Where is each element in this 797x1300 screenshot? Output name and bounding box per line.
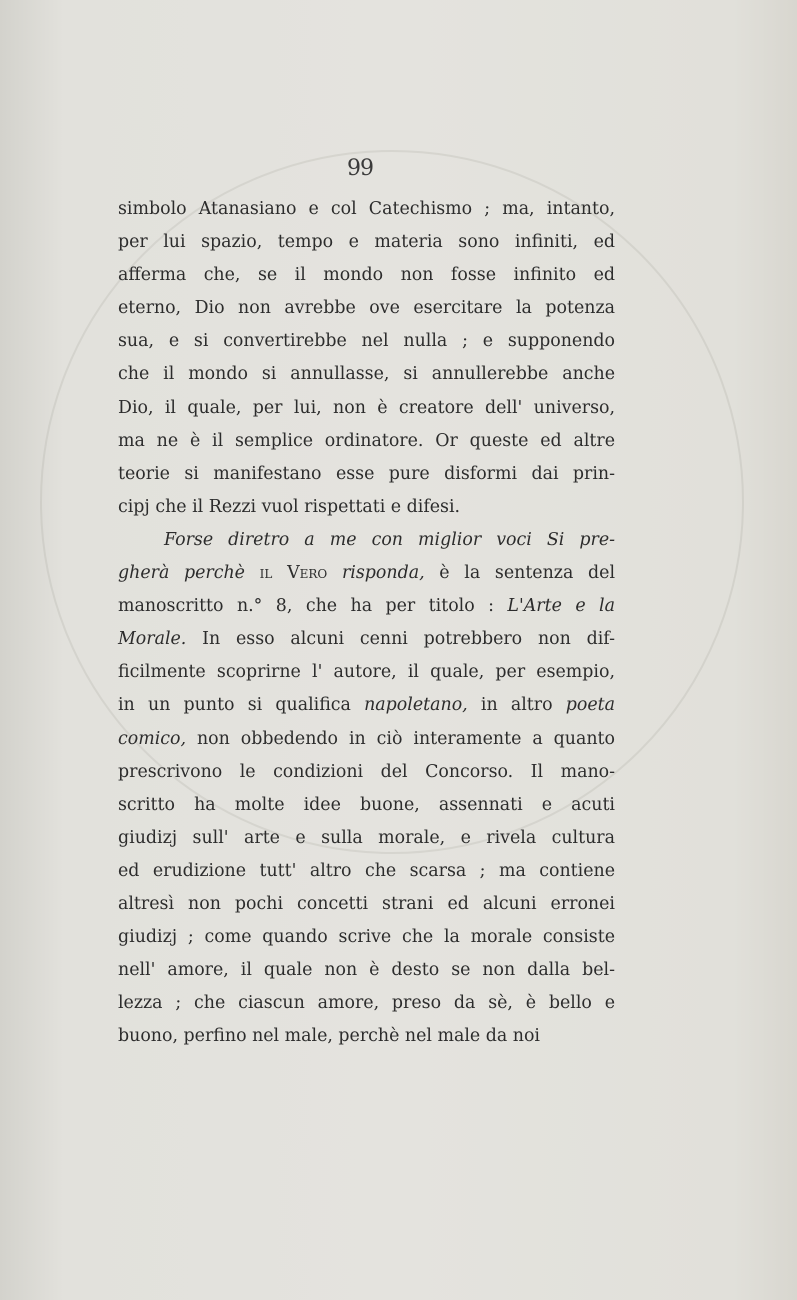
text-line bbox=[118, 524, 615, 557]
text-line: afferma che, se il mondo non fosse infinito ed bbox=[118, 265, 615, 286]
text-line: altresì non pochi concetti strani ed alcuni erronei bbox=[118, 893, 615, 914]
text-line bbox=[118, 689, 615, 722]
body-text bbox=[118, 193, 615, 1053]
text-segment: in altro bbox=[467, 695, 566, 716]
text-line: lezza ; che ciascun amore, preso da sè, è bello e bbox=[118, 993, 615, 1014]
text-segment: non obbedendo in ciò interamente a quanto bbox=[186, 728, 615, 749]
text-line: ma ne è il semplice ordinatore. Or queste ed altre bbox=[118, 430, 615, 451]
text-segment: è la sentenza del bbox=[424, 563, 616, 584]
text-line: simbolo Atanasiano e col Catechismo ; ma, intanto, bbox=[118, 199, 615, 219]
text-line: giudizj ; come quando scrive che la morale consiste bbox=[118, 927, 615, 948]
text-line: per lui spazio, tempo e materia sono infiniti, ed bbox=[118, 232, 615, 253]
text-line: sua, e si convertirebbe nel nulla ; e supponendo bbox=[118, 331, 615, 352]
text-line: nell' amore, il quale non è desto se non dalla bel- bbox=[118, 960, 615, 981]
italic-text: L'Arte e la bbox=[507, 596, 615, 617]
italic-text: Forse diretro a me con miglior voci Si pre- bbox=[164, 529, 615, 550]
text-segment: manoscritto n.° 8, che ha per titolo : bbox=[118, 596, 508, 617]
text-line bbox=[118, 557, 615, 590]
text-segment bbox=[245, 563, 260, 583]
text-line: giudizj sull' arte e sulla morale, e rivela cultura bbox=[118, 827, 615, 848]
italic-text: risponda, bbox=[341, 563, 425, 584]
small-caps-text: il Vero bbox=[259, 563, 328, 584]
italic-text: gherà perchè bbox=[118, 563, 245, 584]
page-number: 99 bbox=[347, 156, 373, 181]
italic-text: poeta bbox=[565, 695, 615, 716]
italic-text: napoletano, bbox=[364, 695, 468, 716]
text-segment: In esso alcuni cenni potrebbero non dif- bbox=[186, 629, 615, 650]
text-line bbox=[118, 623, 615, 656]
text-line: ficilmente scoprirne l' autore, il quale, per esempio, bbox=[118, 662, 615, 683]
text-line: ed erudizione tutt' altro che scarsa ; ma contiene bbox=[118, 860, 615, 881]
text-line: eterno, Dio non avrebbe ove esercitare la potenza bbox=[118, 298, 615, 319]
text-segment: in un punto si qualifica bbox=[118, 695, 365, 716]
text-segment bbox=[327, 563, 342, 583]
text-line: scritto ha molte idee buone, assennati e acuti bbox=[118, 794, 615, 815]
text-line: che il mondo si annullasse, si annullerebbe anche bbox=[118, 364, 615, 385]
italic-text: comico, bbox=[118, 728, 187, 749]
text-line: Dio, il quale, per lui, non è creatore dell' universo, bbox=[118, 397, 615, 418]
text-line bbox=[118, 590, 615, 623]
text-line: cipj che il Rezzi vuol rispettati e difesi. bbox=[118, 496, 461, 517]
text-line: buono, perfino nel male, perchè nel male da noi bbox=[118, 1026, 540, 1047]
italic-text: Morale. bbox=[118, 629, 187, 650]
text-line: prescrivono le condizioni del Concorso. Il mano- bbox=[118, 761, 615, 782]
text-line: teorie si manifestano esse pure disformi dai prin- bbox=[118, 463, 615, 484]
text-line bbox=[118, 723, 615, 756]
